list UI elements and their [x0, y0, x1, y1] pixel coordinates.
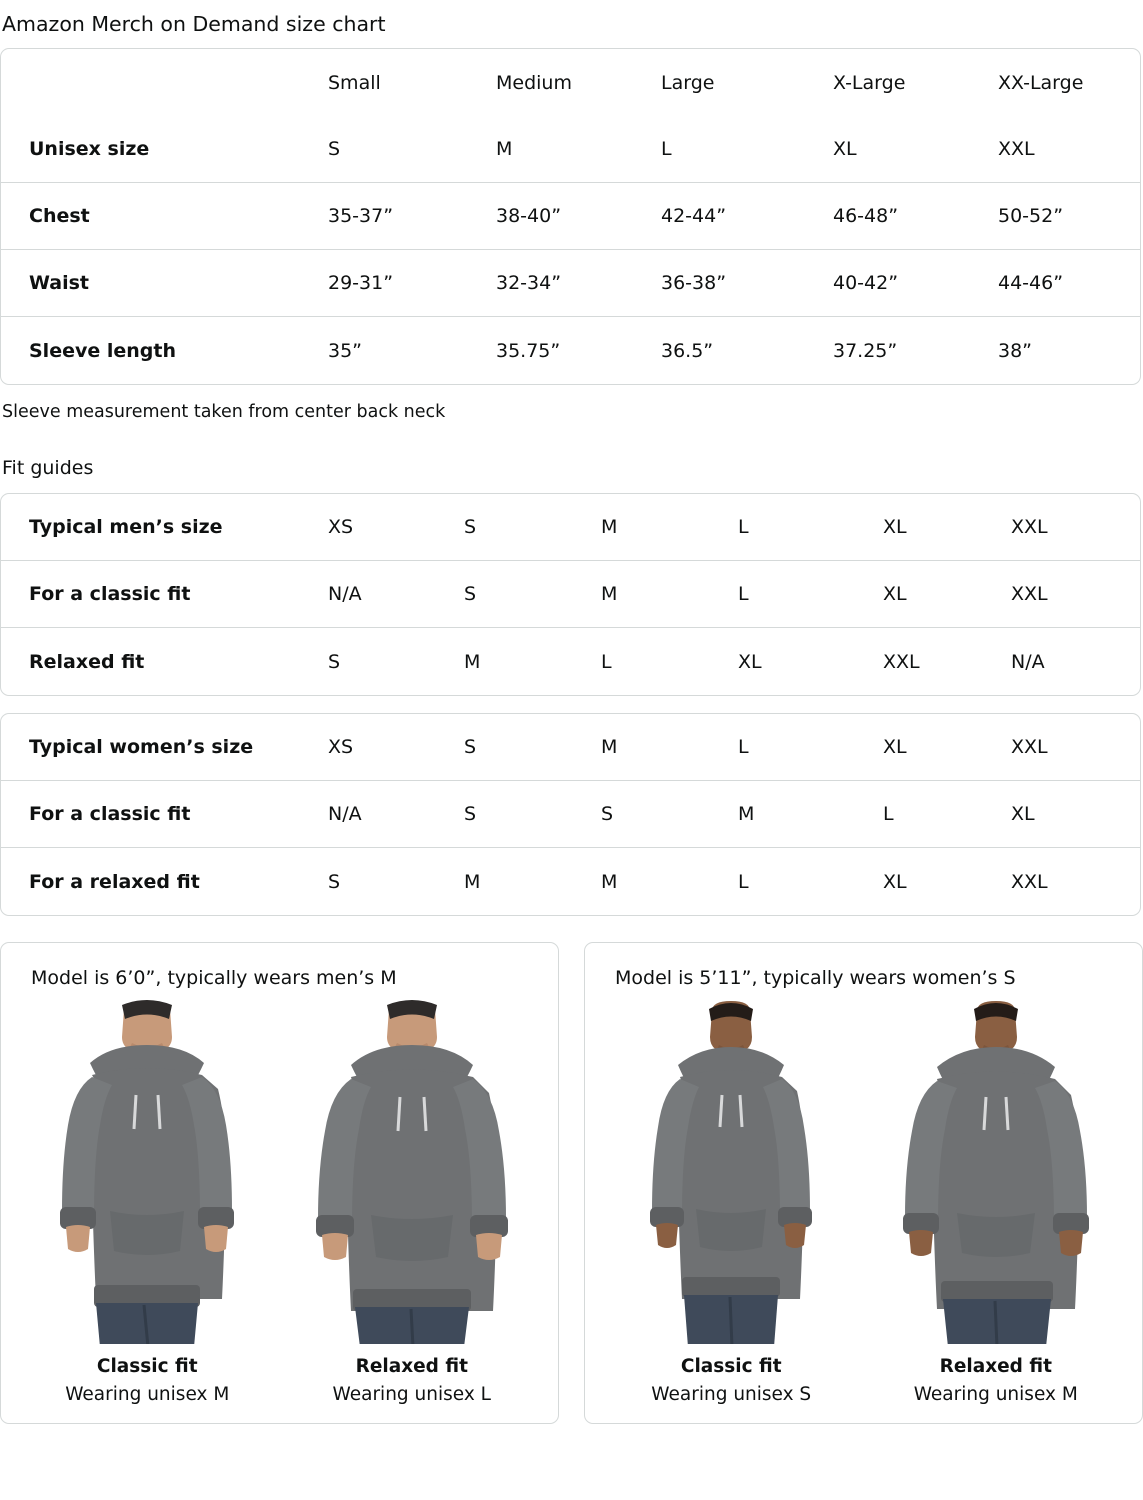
table-row: [1, 781, 1140, 848]
cell: XL: [999, 781, 1140, 848]
cell: XXL: [999, 561, 1140, 628]
womens-model-figures: [603, 999, 1124, 1405]
mens-relaxed-fit-figure: [284, 999, 541, 1405]
cell: XXL: [999, 714, 1140, 781]
mens-model-card-title: Model is 6’0”, typically wears men’s M: [31, 967, 397, 989]
table-header-row: [1, 49, 1140, 116]
male-model-classic-image: [19, 999, 276, 1344]
cell: S: [452, 781, 589, 848]
cell: XL: [738, 650, 762, 673]
column-header-xlarge: X-Large: [833, 71, 906, 94]
cell: L: [726, 561, 871, 628]
cell: 35”: [328, 339, 363, 362]
cell: M: [601, 870, 618, 893]
cell: N/A: [316, 781, 452, 848]
cell: 38”: [998, 339, 1033, 362]
cell: M: [464, 650, 481, 673]
womens-relaxed-fit-wearing: Wearing unisex M: [913, 1384, 1078, 1405]
cell: N/A: [316, 561, 452, 628]
column-header-large: Large: [661, 71, 715, 94]
cell: 40-42”: [821, 250, 986, 317]
column-header-small: Small: [328, 71, 381, 94]
cell: L: [726, 714, 871, 781]
table-row: [1, 250, 1140, 317]
table-spacer: [0, 696, 1143, 713]
cell: 36-38”: [649, 250, 821, 317]
cell: S: [589, 781, 726, 848]
row-header-womens-relaxed-fit: For a relaxed fit: [29, 870, 200, 893]
cell: XS: [316, 494, 452, 561]
row-header-unisex-size: Unisex size: [1, 116, 316, 183]
cell: S: [328, 870, 341, 893]
column-header-xxlarge: XX-Large: [998, 71, 1084, 94]
female-model-classic-image: [603, 999, 860, 1344]
cell: L: [601, 650, 612, 673]
table-row: [1, 714, 1140, 781]
mens-fit-guide-table: [0, 493, 1141, 696]
cell: 29-31”: [316, 250, 484, 317]
cell: 35.75”: [496, 339, 561, 362]
cell: XS: [316, 714, 452, 781]
cell: 44-46”: [986, 250, 1140, 317]
cell: XL: [871, 561, 999, 628]
page-title: Amazon Merch on Demand size chart: [2, 12, 386, 36]
womens-classic-fit-wearing: Wearing unisex S: [651, 1384, 812, 1405]
sleeve-measurement-note: Sleeve measurement taken from center back neck: [2, 402, 446, 422]
model-cards-row: [0, 942, 1143, 1424]
table-row: [1, 116, 1140, 183]
row-header-womens-classic-fit: For a classic fit: [1, 781, 316, 848]
mens-model-card: [0, 942, 559, 1424]
cell: S: [452, 714, 589, 781]
cell: M: [464, 870, 481, 893]
cell: XXL: [986, 116, 1140, 183]
row-header-waist: Waist: [1, 250, 316, 317]
cell: 32-34”: [484, 250, 649, 317]
row-header-typical-womens-size: Typical women’s size: [1, 714, 316, 781]
womens-model-card: [584, 942, 1143, 1424]
mens-classic-fit-figure: [19, 999, 276, 1405]
cell: M: [484, 116, 649, 183]
womens-relaxed-fit-label: Relaxed fit: [939, 1356, 1052, 1377]
fit-guides-label: Fit guides: [2, 457, 94, 479]
row-header-chest: Chest: [1, 183, 316, 250]
mens-model-figures: [19, 999, 540, 1405]
cell: XXL: [1011, 870, 1048, 893]
cell: XL: [871, 494, 999, 561]
cell: XL: [883, 870, 907, 893]
male-model-relaxed-image: [284, 999, 541, 1344]
cell: XL: [871, 714, 999, 781]
cell: M: [726, 781, 871, 848]
cell: L: [871, 781, 999, 848]
mens-relaxed-fit-label: Relaxed fit: [355, 1356, 468, 1377]
female-model-relaxed-image: [868, 999, 1125, 1344]
cell: L: [738, 870, 749, 893]
cell: 46-48”: [821, 183, 986, 250]
womens-classic-fit-figure: [603, 999, 860, 1405]
cell: XXL: [883, 650, 920, 673]
cell: XL: [821, 116, 986, 183]
row-header-mens-classic-fit: For a classic fit: [1, 561, 316, 628]
cell: 50-52”: [986, 183, 1140, 250]
cell: 37.25”: [833, 339, 898, 362]
table-row: [1, 628, 1140, 695]
cell: XXL: [999, 494, 1140, 561]
table-row: [1, 561, 1140, 628]
cell: S: [452, 494, 589, 561]
cell: N/A: [1011, 650, 1045, 673]
womens-model-card-title: Model is 5’11”, typically wears women’s S: [615, 967, 1016, 989]
mens-classic-fit-wearing: Wearing unisex M: [65, 1384, 230, 1405]
table-row: [1, 494, 1140, 561]
table-row: [1, 183, 1140, 250]
mens-relaxed-fit-wearing: Wearing unisex L: [332, 1384, 491, 1405]
mens-classic-fit-label: Classic fit: [96, 1356, 198, 1377]
cell: S: [452, 561, 589, 628]
cell: L: [726, 494, 871, 561]
table-row: [1, 848, 1140, 915]
row-header-sleeve-length: Sleeve length: [29, 339, 176, 362]
cell: 42-44”: [649, 183, 821, 250]
row-header-mens-relaxed-fit: Relaxed fit: [29, 650, 145, 673]
cell: M: [589, 714, 726, 781]
cell: S: [328, 650, 341, 673]
size-chart-table: [0, 48, 1141, 385]
cell: 36.5”: [661, 339, 714, 362]
cell: L: [649, 116, 821, 183]
womens-classic-fit-label: Classic fit: [680, 1356, 782, 1377]
womens-relaxed-fit-figure: [868, 999, 1125, 1405]
table-row: [1, 317, 1140, 384]
column-header-medium: Medium: [496, 71, 572, 94]
column-header-blank: [1, 49, 316, 116]
womens-fit-guide-table: [0, 713, 1141, 916]
cell: M: [589, 561, 726, 628]
cell: M: [589, 494, 726, 561]
cell: S: [316, 116, 484, 183]
cell: 38-40”: [484, 183, 649, 250]
row-header-typical-mens-size: Typical men’s size: [1, 494, 316, 561]
cell: 35-37”: [316, 183, 484, 250]
